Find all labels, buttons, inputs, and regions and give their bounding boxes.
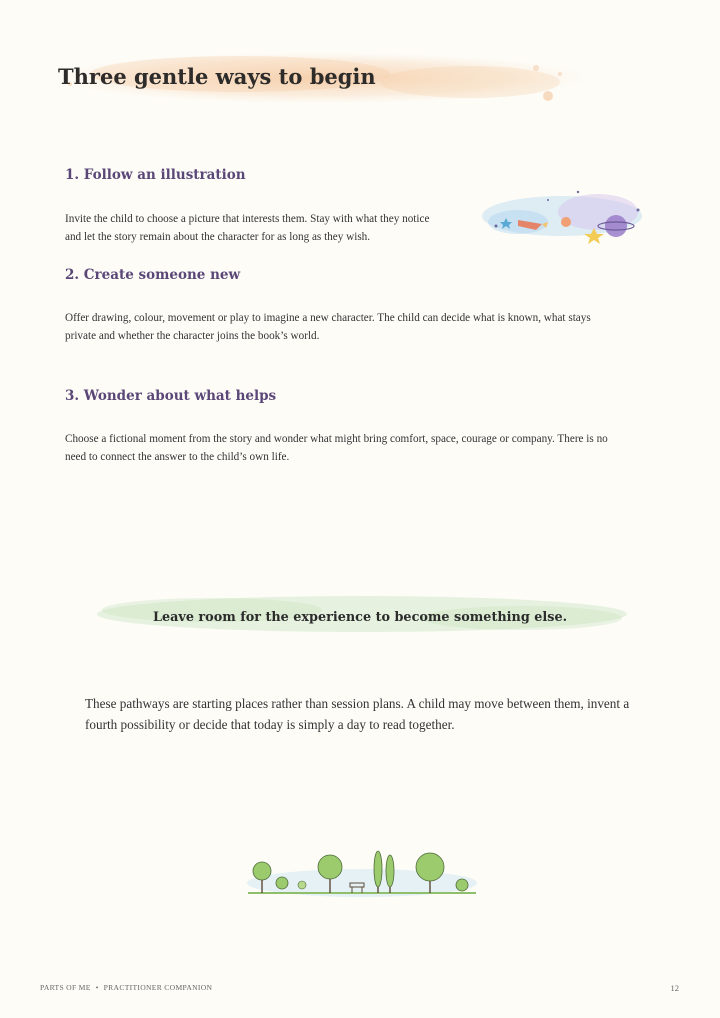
space-watercolor-illustration — [478, 178, 650, 246]
footer-book-title: PARTS OF ME — [40, 983, 91, 992]
section-create-someone — [65, 267, 625, 342]
section-heading: 3. Wonder about what helps — [65, 388, 277, 404]
footer-subtitle: PRACTITIONER COMPANION — [103, 983, 213, 992]
section-heading: 1. Follow an illustration — [65, 167, 246, 183]
section-heading: 2. Create someone new — [65, 267, 241, 283]
section-body: Invite the child to choose a picture that interests them. Stay with what they notice and let the story remain about the character for as long as they wish. — [65, 213, 430, 243]
page-number: 12 — [670, 983, 679, 993]
page-title: Three gentle ways to begin — [58, 64, 376, 89]
park-trees-watercolor-illustration — [244, 843, 480, 899]
section-wonder-what-helps — [65, 388, 625, 463]
section-body: Offer drawing, colour, movement or play to imagine a new character. The child can decide what is known, what stays private and whether the character joins the book’s world. — [65, 312, 591, 342]
section-body: Choose a fictional moment from the story and wonder what might bring comfort, space, courage or company. There is no need to connect the answer to the child’s own life. — [65, 433, 608, 463]
closing-paragraph: These pathways are starting places rather than session plans. A child may move between them, invent a fourth possibility or decide that today is simply a day to read together. — [85, 696, 630, 732]
footer-separator: • — [95, 983, 99, 992]
pull-quote: Leave room for the experience to become something else. — [152, 610, 568, 625]
footer-running-title — [40, 983, 212, 992]
